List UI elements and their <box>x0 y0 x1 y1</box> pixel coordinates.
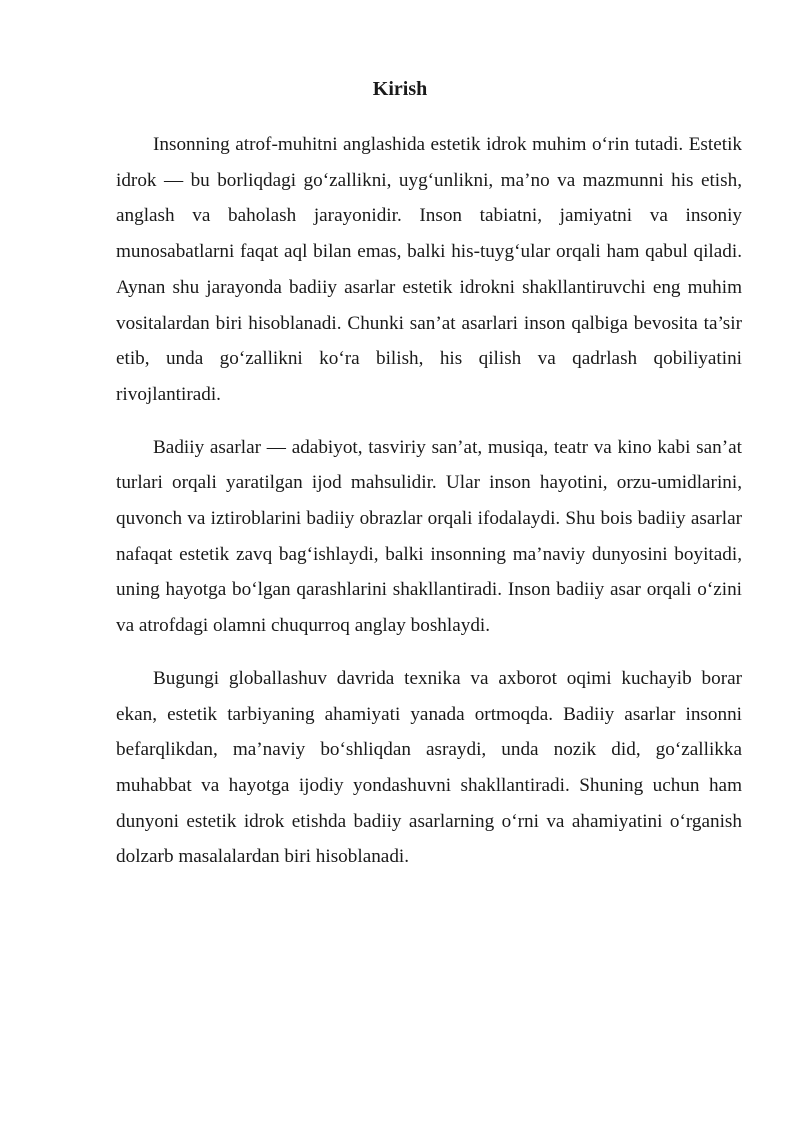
paragraph-2: Badiiy asarlar — adabiyot, tasviriy san’at, musiqa, teatr va kino kabi san’at turlari orqali yaratilgan ijod mahsulidir. Ular inson hayotini, orzu-umidlarini, quvonch va iztiroblarini badiiy obrazlar orqali ifodalaydi. Shu bois badiiy asarlar nafaqat estetik zavq bag‘ishlaydi, balki insonning ma’naviy dunyosini boyitadi, uning hayotga bo‘lgan qarashlarini shakllantiradi. Inson badiiy asar orqali o‘zini va atrofdagi olamni chuqurroq anglay boshlaydi. <box>116 436 742 637</box>
body-text <box>116 127 742 892</box>
paragraph-1: Insonning atrof-muhitni anglashida estetik idrok muhim o‘rin tutadi. Estetik idrok — bu borliqdagi go‘zallikni, uyg‘unlikni, ma’no va mazmunni his etish, anglash va baholash jarayonidir. Inson tabiatni, jamiyatni va insoniy munosabatlarni faqat aql bilan emas, balki his-tuyg‘ular orqali ham qabul qiladi. Aynan shu jarayonda badiiy asarlar estetik idrokni shakllantiruvchi eng muhim vositalardan biri hisoblanadi. Chunki san’at asarlari inson qalbiga bevosita ta’sir etib, unda go‘zallikni ko‘ra bilish, his qilish va qadrlash qobiliyatini rivojlantiradi. <box>116 134 742 405</box>
page-title: Kirish <box>372 78 428 100</box>
paragraph-3: Bugungi globallashuv davrida texnika va axborot oqimi kuchayib borar ekan, estetik tarbiyaning ahamiyati yanada ortmoqda. Badiiy asarlar insonni befarqlikdan, ma’naviy bo‘shliqdan asraydi, unda nozik did, go‘zallikka muhabbat va hayotga ijodiy yondashuvni shakllantiradi. Shuning uchun ham dunyoni estetik idrok etishda badiiy asarlarning o‘rni va ahamiyatini o‘rganish dolzarb masalalardan biri hisoblanadi. <box>116 667 742 868</box>
